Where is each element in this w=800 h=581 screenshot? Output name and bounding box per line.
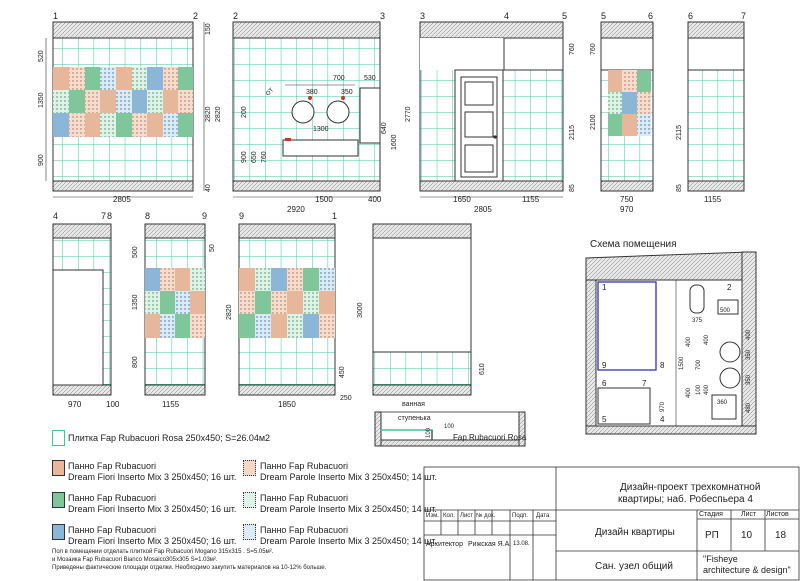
dim: ОТ [265,87,276,98]
dim: 500 [720,308,731,314]
tb-head-sign: Подп. [512,513,528,519]
dim: 750 [620,195,634,204]
dim: 1300 [313,126,329,133]
dim: 760 [569,43,576,55]
tb-date: 13.08. [513,541,530,547]
dim: 500 [132,246,139,258]
legend-swatch-parole-green [243,492,256,508]
elevation-10 [357,224,486,395]
tb-architect-role: Архитектор [426,541,463,548]
plan-title: Схема помещения [590,239,677,250]
dim: 900 [38,154,45,166]
axis-label: 7 [741,11,747,21]
plan-marker: 8 [660,361,665,370]
dim: 450 [339,366,346,378]
section-label: ванная [402,401,425,408]
legend-parole-3-line-1: Панно Fap Rubacuori [260,525,348,535]
tb-stage-head: Стадия [699,511,723,518]
dim: 760 [261,151,268,163]
elevation-4-7-8 [53,211,120,409]
section-step [375,401,527,446]
note-line-3: Приведены фактические площади отделки. Необходимо закупить материалов на 10-12% больше. [52,565,327,571]
dim: 400 [686,387,692,398]
tb-sheets: 18 [775,530,787,541]
axis-label: 1 [332,211,338,221]
dim: 900 [241,151,248,163]
legend-swatch-fiori-blue [52,524,65,540]
dim: 970 [660,401,666,412]
dim: 700 [696,359,702,370]
plan-marker: 7 [642,379,647,388]
dim: 400 [704,384,710,395]
legend-fiori-1-line-1: Панно Fap Rubacuori [68,461,156,471]
panel-mosaic [53,67,193,137]
dim: 375 [692,318,703,324]
dim: 1650 [453,195,471,204]
legend-fiori-3-line-1: Панно Fap Rubacuori [68,525,156,535]
plan-marker: 6 [602,379,607,388]
axis-label: 4 [53,211,59,221]
plan-marker: 9 [602,361,607,370]
dim: 85 [676,184,683,192]
note-line-1: Пол в помещении отделать плиткой Fap Rubacuori Mogano 315x315 . S=5.05м². [52,549,274,555]
dim: 360 [717,400,728,406]
dim: 350 [746,349,752,360]
dim: 640 [381,122,388,134]
panel-mosaic [239,268,335,338]
dim: 400 [368,195,382,204]
tb-sheets-head: Листов [766,511,789,518]
section-label: Fap Rubacuori Rosa [453,433,527,442]
tb-project-line-2: квартиры; наб. Робеспьера 4 [618,494,753,505]
tb-architect-name: Рижская Я.А. [468,541,512,548]
legend-swatch-fiori-green [52,492,65,508]
dim: 400 [746,329,752,340]
axis-label: 1 [53,11,59,21]
dim: 2805 [113,195,131,204]
dim: 2115 [676,124,683,140]
dim: 85 [569,184,576,192]
tb-company-line-2: architecture & design" [703,565,791,575]
dim: 50 [209,244,216,252]
tb-sheet-head: Лист [741,511,757,518]
axis-label: 8 [145,211,151,221]
legend-parole-2-line-2: Dream Parole Inserto Mix 3 250x450; 14 шт. [260,504,437,514]
dim: 100 [696,384,702,395]
axis-label: 8 [107,211,113,221]
legend-fiori-2-line-1: Панно Fap Rubacuori [68,493,156,503]
axis-label: 4 [504,11,510,21]
dim: 1500 [315,195,333,204]
plan-marker: 4 [660,415,665,424]
dim: 350 [746,374,752,385]
dim: 610 [479,363,486,375]
legend-parole-1-line-2: Dream Parole Inserto Mix 3 250x450; 14 шт. [260,472,437,482]
dim: 350 [341,89,353,96]
dim: 400 [686,336,692,347]
legend-fiori-3-line-2: Dream Fiori Inserto Mix 3 250x450; 16 шт. [68,536,237,546]
dim: 1600 [391,134,398,150]
dim: 40 [205,184,212,192]
plan-marker: 5 [602,415,607,424]
dim: 530 [364,75,376,82]
tb-head-list: Лист [460,513,474,519]
elevation-8-9 [132,211,216,409]
elevation-6-7 [676,11,746,204]
dim: 380 [306,89,318,96]
dim: 760 [590,43,597,55]
dim: 2920 [287,205,305,214]
dim: 1350 [38,92,45,108]
room-plan [586,239,756,434]
dim: 100 [444,424,455,430]
dim: 2770 [405,106,412,122]
elevation-9-1 [226,211,352,409]
axis-label: 2 [233,11,239,21]
dim: 2805 [474,205,492,214]
axis-label: 3 [380,11,386,21]
tb-head-izm: Изм. [426,513,439,519]
tb-sheet: 10 [741,530,753,541]
tb-head-kol: Кол. [443,513,455,519]
legend-parole-2-line-1: Панно Fap Rubacuori [260,493,348,503]
elevation-3-4-5 [405,11,576,214]
axis-label: 5 [601,11,607,21]
legend-parole-3-line-2: Dream Parole Inserto Mix 3 250x450; 14 шт. [260,536,437,546]
dim: 3000 [357,302,364,318]
dim: 250 [340,395,352,402]
legend-swatch-parole-blue [243,524,256,540]
dim: 2820 [205,106,212,122]
axis-label: 9 [239,211,245,221]
legend-fiori-1-line-2: Dream Fiori Inserto Mix 3 250x450; 16 шт. [68,472,237,482]
dim: 2820 [215,106,222,122]
tb-company-line-1: "Fisheye [703,554,738,564]
panel-mosaic [145,268,205,338]
dim: 2820 [226,304,233,320]
dim: 2100 [590,114,597,130]
tb-section: Дизайн квартиры [595,527,675,538]
plan-marker: 2 [727,283,732,292]
legend-swatch-parole-orange [243,460,256,476]
plan-marker: 1 [602,283,607,292]
axis-label: 6 [688,11,694,21]
note-line-2: и Мозаика Fap Rubacuori Bianco Mosaico305x305 S=1.03м². [52,557,218,563]
legend-swatch-fiori-orange [52,460,65,476]
legend-parole-1-line-1: Панно Fap Rubacuori [260,461,348,471]
tb-stage: РП [705,530,719,541]
dim: 970 [68,400,82,409]
dim: 800 [132,356,139,368]
dim: 1500 [679,356,685,370]
tb-head-doc: № док. [476,513,496,519]
tb-project-line-1: Дизайн-проект трехкомнатной [620,482,761,493]
panel-mosaic [608,70,651,136]
dim: 1155 [522,195,540,204]
axis-label: 2 [193,11,199,21]
dim: 700 [333,75,345,82]
dim: 1850 [278,400,296,409]
dim: 150 [205,23,212,35]
dim: 200 [241,106,248,118]
dim: 400 [704,334,710,345]
section-label: ступенька [398,415,431,422]
axis-label: 5 [562,11,568,21]
axis-label: 9 [202,211,208,221]
tb-sheet-name: Сан. узел общий [595,561,673,572]
legend-rosa: Плитка Fap Rubacuori Rosa 250x450; S=26.04м2 [68,433,271,443]
tb-head-date: Дата [536,513,550,519]
dim: 100 [426,427,432,438]
dim: 480 [746,402,752,413]
axis-label: 3 [420,11,426,21]
dim: 650 [251,151,258,163]
legend-swatch-rosa [52,430,65,446]
dim: 2115 [569,124,576,140]
legend-fiori-2-line-2: Dream Fiori Inserto Mix 3 250x450; 16 шт. [68,504,237,514]
dim: 1350 [132,294,139,310]
dim: 520 [38,50,45,62]
elevation-1-2 [38,11,212,204]
elevation-2-3 [215,11,398,214]
dim: 100 [106,400,120,409]
axis-label: 7 [101,211,107,221]
dim: 1155 [704,195,722,204]
elevation-5-6 [590,11,653,214]
dim: 1155 [162,400,180,409]
dim: 970 [620,205,634,214]
axis-label: 6 [648,11,654,21]
